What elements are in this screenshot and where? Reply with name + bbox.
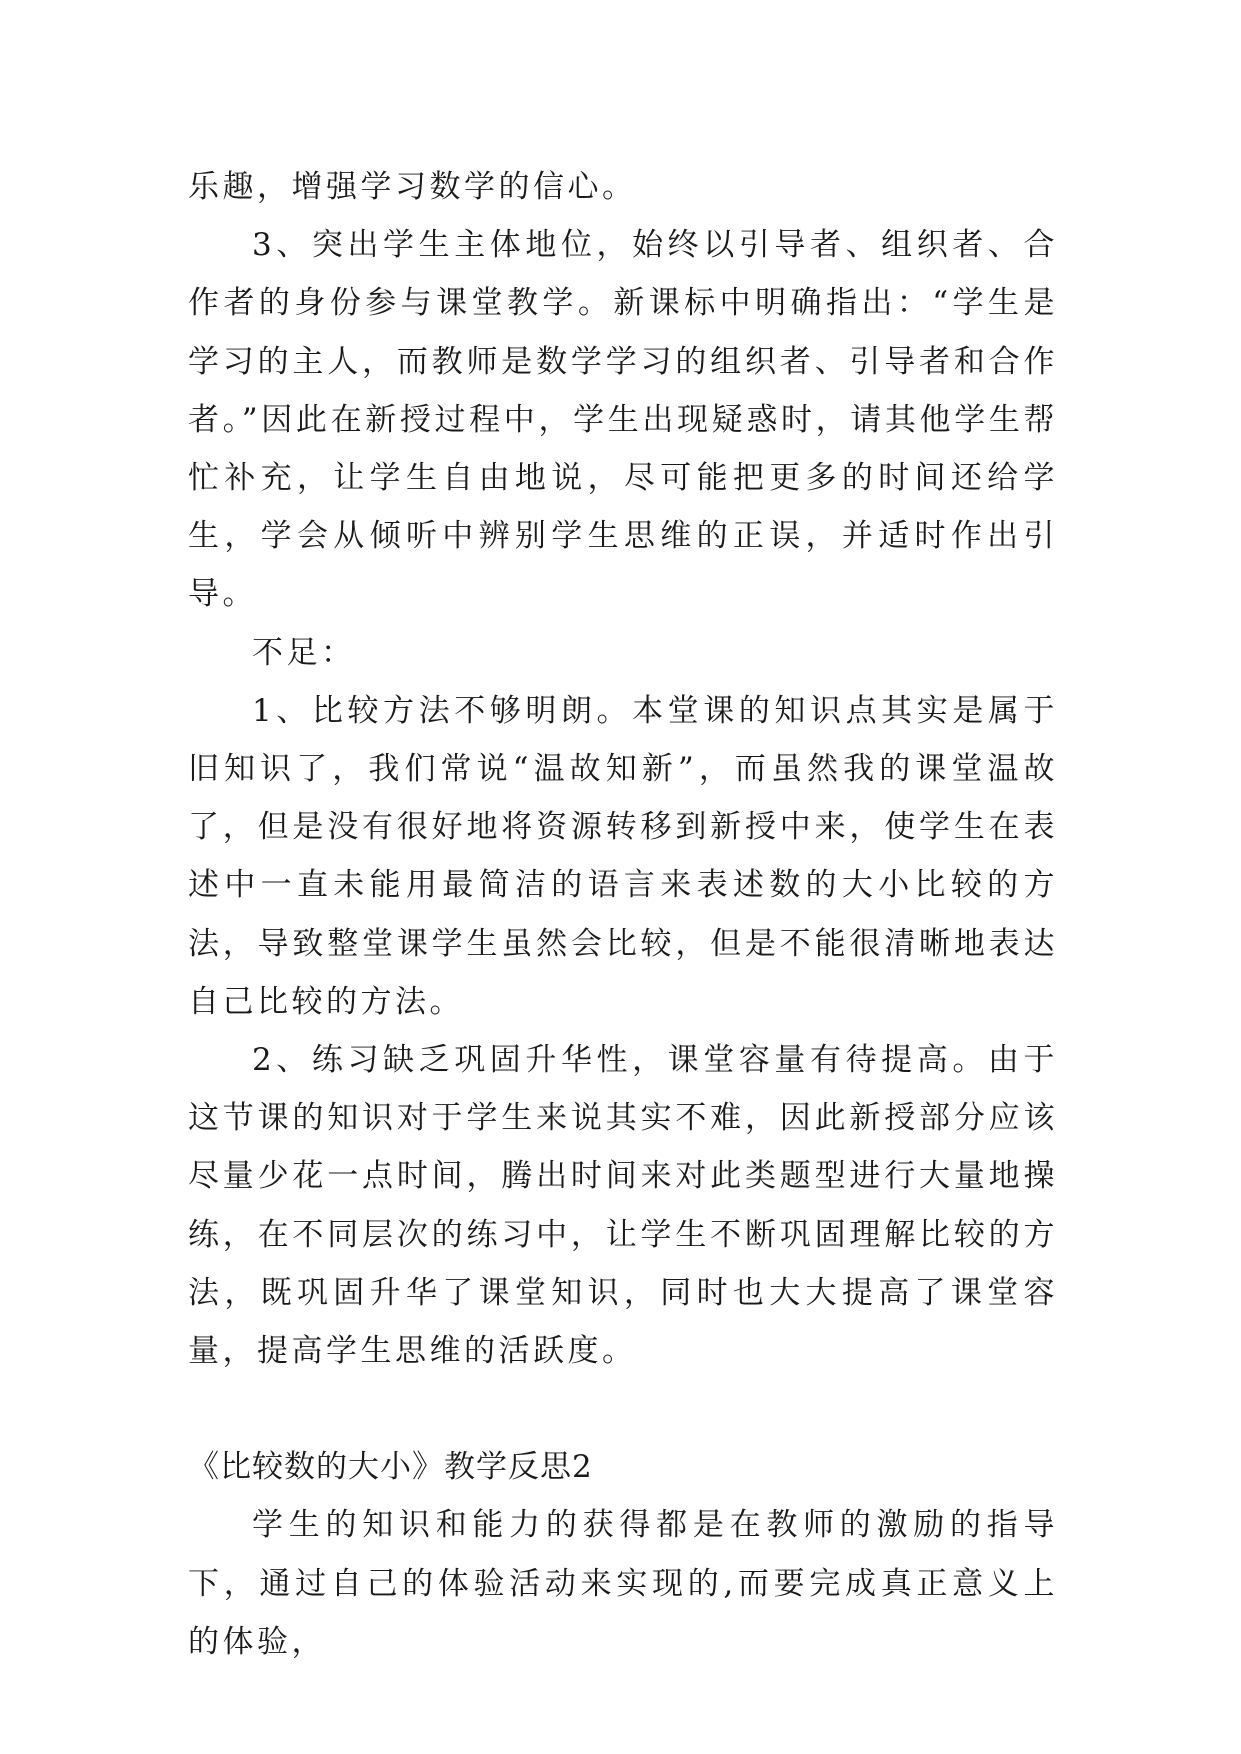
paragraph-shortcoming-2: 2、练习缺乏巩固升华性，课堂容量有待提高。由于这节课的知识对于学生来说其实不难，因此新授部分应该尽量少花一点时间，腾出时间来对此类题型进行大量地操练，在不同层次的练习中，让学生不断巩固理解比较的方法，既巩固升华了课堂知识，同时也大大提高了课堂容量，提高学生思维的活跃度。 xyxy=(188,1042,1058,1370)
paragraph-shortcoming-1: 1、比较方法不够明朗。本堂课的知识点其实是属于旧知识了，我们常说“温故知新”，而虽然我的课堂温故了，但是没有很好地将资源转移到新授中来，使学生在表述中一直未能用最简洁的语言来表述数的大小比较的方法，导致整堂课学生虽然会比较，但是不能很清晰地表达自己比较的方法。 xyxy=(188,692,1058,1020)
paragraph-continuation: 乐趣，增强学习数学的信心。 xyxy=(188,169,637,205)
paragraph-section2-intro: 学生的知识和能力的获得都是在教师的激励的指导下，通过自己的体验活动来实现的,而要完成真正意义上的体验， xyxy=(188,1507,1058,1660)
paragraph-shortcomings-heading: 不足： xyxy=(252,634,356,671)
section-title: 《比较数的大小》教学反思2 xyxy=(188,1449,593,1486)
paragraph-point-3: 3、突出学生主体地位，始终以引导者、组织者、合作者的身份参与课堂教学。新课标中明确指出：“学生是学习的主人，而教师是数学学习的组织者、引导者和合作者。”因此在新授过程中，学生出现疑惑时，请其他学生帮忙补充，让学生自由地说，尽可能把更多的时间还给学生，学会从倾听中辨别学生思维的正误，并适时作出引导。 xyxy=(188,227,1058,613)
document-body xyxy=(188,158,1058,1671)
